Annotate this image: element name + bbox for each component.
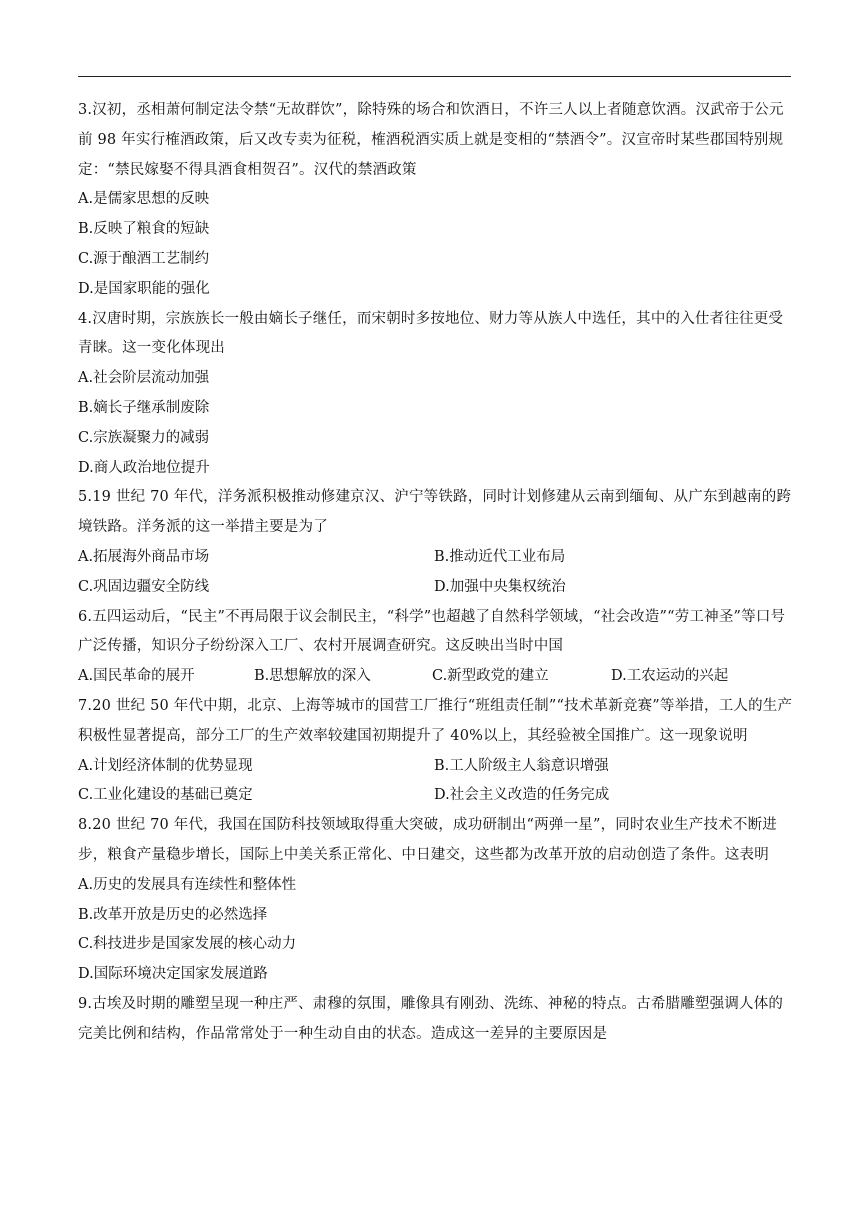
option-b[interactable]: B.改革开放是历史的必然选择 [78, 906, 268, 923]
option-a[interactable]: A.国民革命的展开 [78, 668, 195, 685]
option-a[interactable]: A.历史的发展具有连续性和整体性 [78, 876, 297, 893]
option-d[interactable]: D.是国家职能的强化 [78, 280, 210, 297]
question-stem: 7.20 世纪 50 年代中期，北京、上海等城市的国营工厂推行“班组责任制”“技术革新竞赛”等举措，工人的生产积极性显著提高，部分工厂的生产效率较建国初期提升了 40%以上，其经验被全国推广。这一现象说明 [78, 697, 793, 744]
options-grid [78, 543, 794, 603]
option-d[interactable]: D.商人政治地位提升 [78, 459, 210, 476]
question-3 [78, 96, 794, 305]
option-b[interactable]: B.思想解放的深入 [254, 668, 371, 685]
options-grid [78, 752, 794, 812]
header-rule [78, 76, 791, 77]
option-b[interactable]: B.工人阶级主人翁意识增强 [434, 757, 609, 774]
question-stem: 9.古埃及时期的雕塑呈现一种庄严、肃穆的氛围，雕像具有刚劲、洗练、神秘的特点。古希腊雕塑强调人体的完美比例和结构，作品常常处于一种生动自由的状态。造成这一差异的主要原因是 [78, 995, 784, 1042]
options-row [78, 662, 794, 692]
option-c[interactable]: C.新型政党的建立 [432, 668, 549, 685]
option-d[interactable]: D.工农运动的兴起 [611, 668, 729, 685]
question-stem: 6.五四运动后，“民主”不再局限于议会制民主，“科学”也超越了自然科学领域，“社会改造”“劳工神圣”等口号广泛传播，知识分子纷纷深入工厂、农村开展调查研究。这反映出当时中国 [78, 608, 786, 655]
option-c[interactable]: C.工业化建设的基础已奠定 [78, 787, 253, 804]
option-c[interactable]: C.科技进步是国家发展的核心动力 [78, 936, 297, 953]
option-b[interactable]: B.推动近代工业布局 [434, 548, 566, 565]
option-a[interactable]: A.是儒家思想的反映 [78, 191, 210, 208]
option-a[interactable]: A.拓展海外商品市场 [78, 548, 210, 565]
question-5 [78, 483, 794, 602]
exam-content [78, 96, 794, 1050]
question-4 [78, 305, 794, 484]
question-stem: 8.20 世纪 70 年代，我国在国防科技领域取得重大突破，成功研制出“两弹一星”，同时农业生产技术不断进步，粮食产量稳步增长，国际上中美关系正常化、中日建交，这些都为改革开放的启动创造了条件。这表明 [78, 817, 777, 863]
question-8 [78, 811, 794, 990]
option-c[interactable]: C.宗族凝聚力的减弱 [78, 429, 210, 446]
question-stem: 4.汉唐时期，宗族族长一般由嫡长子继任，而宋朝时多按地位、财力等从族人中选任，其中的入仕者往往更受青睐。这一变化体现出 [78, 310, 784, 357]
option-b[interactable]: B.嫡长子继承制废除 [78, 399, 210, 416]
option-a[interactable]: A.计划经济体制的优势显现 [78, 757, 253, 774]
option-a[interactable]: A.社会阶层流动加强 [78, 370, 210, 387]
option-d[interactable]: D.社会主义改造的任务完成 [434, 787, 610, 804]
question-stem: 3.汉初，丞相萧何制定法令禁“无故群饮”，除特殊的场合和饮酒日，不许三人以上者随意饮酒。汉武帝于公元前 98 年实行榷酒政策，后又改专卖为征税，榷酒税酒实质上就是变相的“禁酒令”。汉宣帝时某些郡国特别规定：“禁民嫁娶不得具酒食相贺召”。汉代的禁酒政策 [78, 102, 784, 178]
option-c[interactable]: C.源于酿酒工艺制约 [78, 250, 210, 267]
option-d[interactable]: D.国际环境决定国家发展道路 [78, 966, 268, 983]
question-9 [78, 990, 794, 1050]
option-c[interactable]: C.巩固边疆安全防线 [78, 578, 210, 595]
question-6 [78, 603, 794, 692]
question-stem: 5.19 世纪 70 年代，洋务派积极推动修建京汉、沪宁等铁路，同时计划修建从云南到缅甸、从广东到越南的跨境铁路。洋务派的这一举措主要是为了 [78, 489, 792, 536]
option-b[interactable]: B.反映了粮食的短缺 [78, 221, 210, 238]
option-d[interactable]: D.加强中央集权统治 [434, 578, 566, 595]
question-7 [78, 692, 794, 811]
